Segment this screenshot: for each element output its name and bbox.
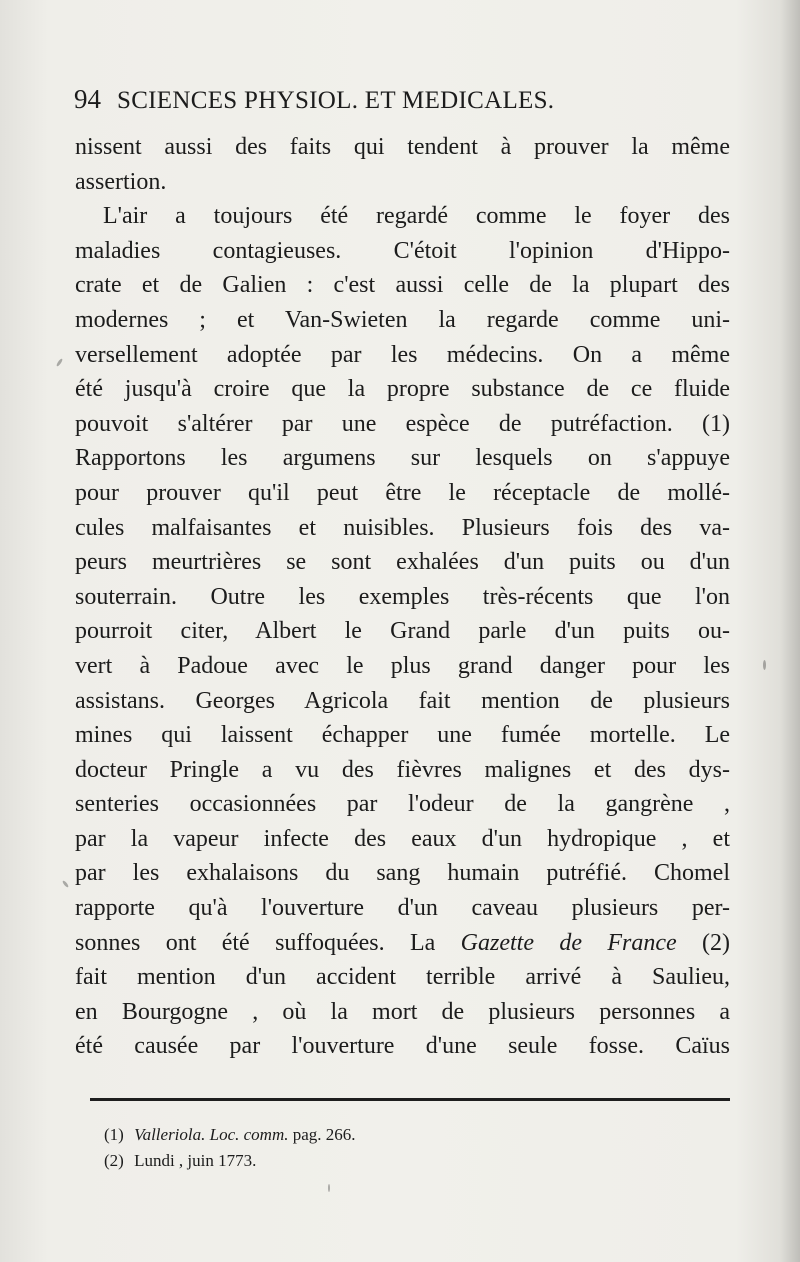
text-line: par les exhalaisons du sang humain putréfié. Chomel	[75, 860, 730, 887]
running-head: SCIENCES PHYSIOL. ET MEDICALES.	[117, 87, 555, 114]
text-line: souterrain. Outre les exemples très-récents que l'on	[75, 583, 730, 610]
text-line: en Bourgogne , où la mort de plusieurs personnes a	[75, 998, 730, 1025]
text-line-with-italic	[75, 926, 730, 961]
footnote-number: (1)	[104, 1125, 124, 1144]
text-line: par la vapeur infecte des eaux d'un hydropique , et	[75, 825, 730, 852]
footnote	[104, 1122, 704, 1148]
text-line: pouvoit s'altérer par une espèce de putréfaction. (1)	[75, 410, 730, 437]
text-line: modernes ; et Van-Swieten la regarde comme uni-	[75, 306, 730, 333]
italic-title: Gazette de France	[460, 929, 677, 956]
footnote-rule	[90, 1098, 730, 1101]
text-line: crate et de Galien : c'est aussi celle de la plupart des	[75, 272, 730, 299]
footnote-ref: (2)	[702, 929, 730, 956]
text-line: docteur Pringle a vu des fièvres malignes et des dys-	[75, 756, 730, 783]
text-line: fait mention d'un accident terrible arrivé à Saulieu,	[75, 964, 730, 991]
footnote	[104, 1148, 704, 1174]
footnotes	[104, 1122, 704, 1174]
text-line: assertion.	[75, 168, 167, 195]
footnote-text: pag. 266.	[292, 1125, 356, 1144]
page-number: 94	[74, 84, 101, 114]
text-line: nissent aussi des faits qui tendent à prouver la même	[75, 134, 730, 160]
text-line: versellement adoptée par les médecins. On a même	[75, 341, 730, 368]
text-line: senteries occasionnées par l'odeur de la gangrène ,	[75, 791, 730, 818]
text-line: peurs meurtrières se sont exhalées d'un puits ou d'un	[75, 549, 730, 576]
ink-speck	[328, 1184, 330, 1192]
body-text	[75, 130, 730, 1064]
ink-speck	[56, 358, 64, 367]
footnote-italic: Valleriola. Loc. comm.	[134, 1125, 289, 1144]
text-line: pour prouver qu'il peut être le réceptacle de mollé-	[75, 479, 730, 506]
page-edge-shadow	[780, 0, 800, 1262]
text-segment: sonnes ont été suffoquées. La	[75, 929, 436, 956]
text-line: été jusqu'à croire que la propre substance de ce fluide	[75, 376, 730, 403]
text-line: cules malfaisantes et nuisibles. Plusieurs fois des va-	[75, 514, 730, 541]
text-line: maladies contagieuses. C'étoit l'opinion d'Hippo-	[75, 237, 730, 264]
text-line: vert à Padoue avec le plus grand danger pour les	[75, 652, 730, 679]
footnote-number: (2)	[104, 1151, 124, 1170]
text-line: assistans. Georges Agricola fait mention de plusieurs	[75, 687, 730, 714]
text-line: pourroit citer, Albert le Grand parle d'un puits ou-	[75, 618, 730, 645]
footnote-text: Lundi , juin 1773.	[134, 1151, 257, 1170]
text-line: rapporte qu'à l'ouverture d'un caveau plusieurs per-	[75, 895, 730, 922]
text-line: Rapportons les argumens sur lesquels on s'appuye	[75, 445, 730, 472]
text-line: L'air a toujours été regardé comme le foyer des	[103, 203, 730, 230]
page-header	[74, 84, 674, 120]
ink-speck	[62, 880, 69, 888]
ink-speck	[763, 660, 766, 670]
text-line: mines qui laissent échapper une fumée mortelle. Le	[75, 722, 730, 749]
text-line: été causée par l'ouverture d'une seule fosse. Caïus	[75, 1033, 730, 1060]
